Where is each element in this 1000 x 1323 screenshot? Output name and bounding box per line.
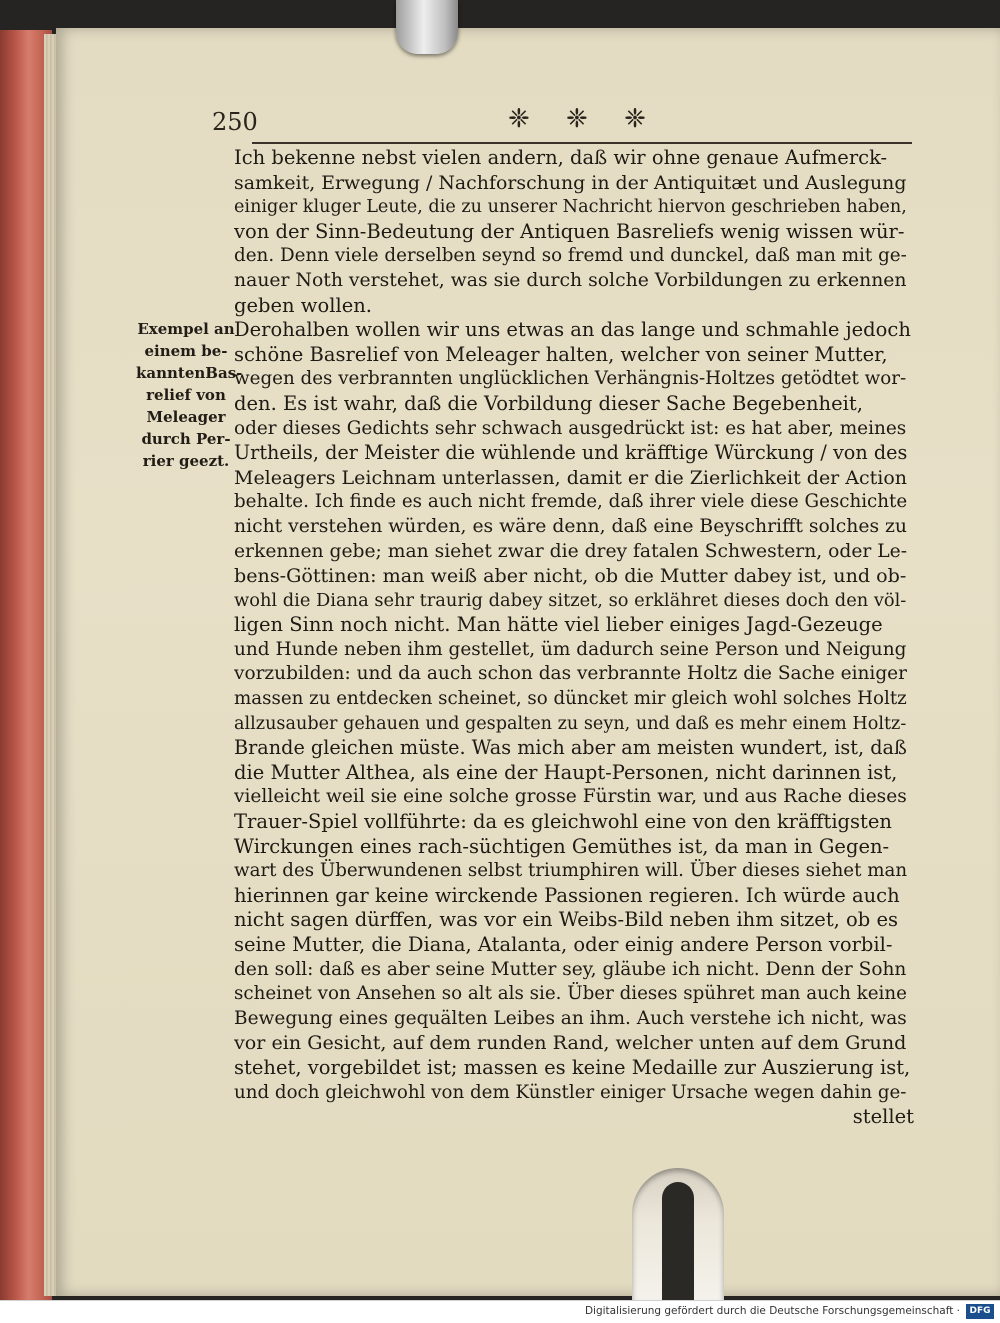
text-line: wohl die Diana sehr traurig dabey sitzet, so erklähret dieses doch den völ- — [234, 589, 907, 611]
text-line: wegen des verbrannten unglücklichen Verhängnis-Holtzes getödtet wor- — [234, 368, 907, 390]
text-line: bens-Göttinen: man weiß aber nicht, ob die Mutter dabey ist, und ob- — [234, 564, 907, 588]
margin-note-line: Exempel an — [137, 320, 235, 338]
text-line: Meleagers Leichnam unterlassen, damit er die Zierlichkeit der Action — [234, 466, 907, 489]
text-line: von der Sinn-Bedeutung der Antiquen Basreliefs wenig wissen wür- — [234, 219, 905, 243]
text-line: vielleicht weil sie eine solche grosse Fürstin war, und aus Rache dieses — [234, 786, 907, 808]
text-line: Wirckungen eines rach-süchtigen Gemüthes ist, da man in Gegen- — [234, 834, 890, 858]
text-line: erkennen gebe; man siehet zwar die drey fatalen Schwestern, oder Le- — [234, 540, 908, 562]
text-line: nicht sagen dürffen, was vor ein Weibs-Bild neben ihm sitzet, ob es — [234, 908, 899, 932]
footer-credit: Digitalisierung gefördert durch die Deutsche Forschungsgemeinschaft · — [584, 1305, 960, 1317]
text-line: wart des Überwundenen selbst triumphiren will. Über dieses siehet man — [234, 860, 908, 882]
text-line: vor ein Gesicht, auf dem runden Rand, welcher unten auf dem Grund — [234, 1031, 907, 1055]
page-clip-top — [396, 0, 458, 54]
margin-note-line: Meleager — [146, 408, 226, 426]
text-line: Urtheils, der Meister die wühlende und kräfftige Würckung / von des — [234, 441, 908, 465]
text-line: ligen Sinn noch nicht. Man hätte viel lieber einiges Jagd-Gezeuge — [234, 613, 883, 637]
text-line: und Hunde neben ihm gestellet, üm dadurch seine Person und Neigung — [234, 638, 907, 660]
text-line: oder dieses Gedichts sehr schwach ausgedrückt ist: es hat aber, meines — [234, 417, 907, 439]
catchword: stellet — [852, 1105, 914, 1129]
dfg-logo-icon: DFG — [966, 1304, 994, 1319]
margin-note — [136, 318, 243, 472]
text-line: seine Mutter, die Diana, Atalanta, oder einig andere Person vorbil- — [234, 933, 893, 956]
text-line: allzusauber gehauen und gespalten zu seyn, und daß es mehr einem Holtz- — [234, 713, 907, 734]
clip-slot — [662, 1182, 694, 1300]
page-header — [212, 104, 912, 142]
margin-note-line: kanntenBas- — [136, 364, 243, 382]
text-line: nicht verstehen würden, es wäre denn, daß eine Beyschrifft solches zu — [234, 515, 907, 537]
margin-note-line: rier geezt. — [142, 452, 230, 470]
margin-note-line: einem be- — [144, 342, 228, 360]
page-clip-bottom — [632, 1168, 724, 1300]
text-line: schöne Basrelief von Meleager halten, welcher von seiner Mutter, — [234, 342, 888, 366]
text-line: den. Es ist wahr, daß die Vorbildung dieser Sache Begebenheit, — [234, 391, 863, 415]
text-line: nauer Noth verstehet, was sie durch solche Vorbildungen zu erkennen — [234, 269, 907, 291]
text-line: Brande gleichen müste. Was mich aber am meisten wundert, ist, daß — [234, 736, 907, 760]
text-line: geben wollen. — [234, 293, 373, 317]
header-ornament: ❈ ❈ ❈ — [508, 104, 660, 134]
footer-bar — [0, 1300, 1000, 1323]
margin-note-line: durch Per- — [141, 430, 231, 448]
text-line: massen zu entdecken scheinet, so düncket mir gleich wohl solches Holtz — [234, 688, 907, 710]
text-line: Derohalben wollen wir uns etwas an das lange und schmahle jedoch — [234, 318, 911, 342]
text-line: und doch gleichwohl von dem Künstler einiger Ursache wegen dahin ge- — [234, 1081, 907, 1103]
text-line: Trauer-Spiel vollführte: da es gleichwohl eine von den kräfftigsten — [234, 810, 892, 834]
text-line: scheinet von Ansehen so alt als sie. Über dieses spühret man auch keine — [234, 983, 907, 1005]
text-line: Bewegung eines gequälten Leibes an ihm. Auch verstehe ich nicht, was — [234, 1007, 907, 1029]
margin-note-line: relief von — [146, 386, 226, 404]
text-line: behalte. Ich finde es auch nicht fremde, daß ihrer viele diese Geschichte — [234, 491, 908, 513]
text-line: vorzubilden: und da auch schon das verbrannte Holtz die Sache einiger — [234, 663, 907, 685]
header-rule — [252, 142, 912, 144]
text-line: die Mutter Althea, als eine der Haupt-Personen, nicht darinnen ist, — [234, 760, 898, 784]
text-line: Ich bekenne nebst vielen andern, daß wir ohne genaue Aufmerck- — [234, 146, 888, 169]
text-line: den. Denn viele derselben seynd so fremd und dunckel, daß man mit ge- — [234, 245, 907, 267]
text-line: samkeit, Erwegung / Nachforschung in der Antiquitæt und Auslegung — [234, 171, 907, 194]
page-number: 250 — [212, 108, 258, 136]
text-line: den soll: daß es aber seine Mutter sey, gläube ich nicht. Denn der Sohn — [234, 958, 907, 980]
body-text — [234, 146, 914, 1130]
text-line: hierinnen gar keine wirckende Passionen regieren. Ich würde auch — [234, 883, 900, 907]
text-line: stehet, vorgebildet ist; massen es keine Medaille zur Auszierung ist, — [234, 1055, 911, 1079]
text-line: einiger kluger Leute, die zu unserer Nachricht hiervon geschrieben haben, — [234, 197, 907, 218]
